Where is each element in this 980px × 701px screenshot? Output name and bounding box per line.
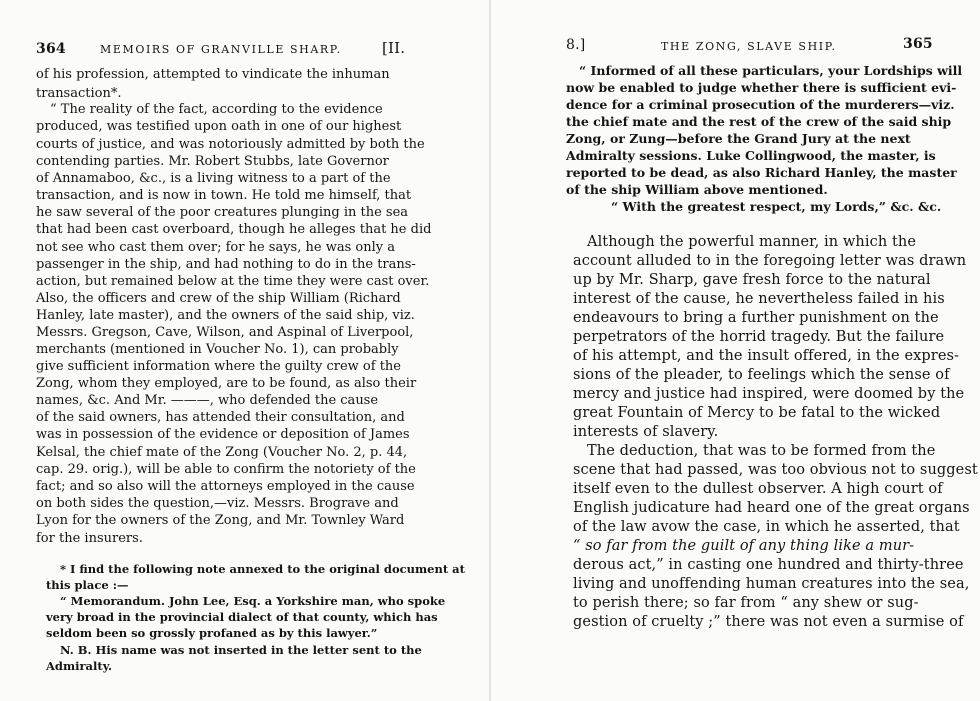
body-line: fact; and so also will the attorneys employed in the cause bbox=[36, 479, 415, 494]
body-line: for the insurers. bbox=[36, 531, 143, 546]
letter-line: now be enabled to judge whether there is sufficient evi- bbox=[566, 80, 957, 95]
body-line: perpetrators of the horrid tragedy. But the failure bbox=[573, 329, 945, 345]
body-line: action, but remained below at the time they were cast over. bbox=[36, 274, 430, 289]
body-line: of his profession, attempted to vindicate the inhuman bbox=[36, 67, 390, 82]
right-page bbox=[491, 0, 980, 701]
running-title: MEMOIRS OF GRANVILLE SHARP. bbox=[100, 43, 342, 56]
body-line: interests of slavery. bbox=[573, 424, 719, 440]
body-line: that had been cast overboard, though he alleges that he did bbox=[36, 222, 432, 237]
footnote-line: “ Memorandum. John Lee, Esq. a Yorkshire man, who spoke bbox=[60, 594, 446, 608]
body-line: to perish there; so far from “ any shew or sug- bbox=[573, 595, 919, 611]
body-line: he saw several of the poor creatures plunging in the sea bbox=[36, 205, 409, 220]
footnote-line: seldom been so grossly profaned as by this lawyer.” bbox=[46, 626, 378, 640]
letter-line: Zong, or Zung—before the Grand Jury at the next bbox=[566, 131, 911, 146]
body-line: sions of the pleader, to feelings which the sense of bbox=[573, 367, 950, 383]
body-line: passenger in the ship, and had nothing to do in the trans- bbox=[36, 257, 416, 272]
letter-line: reported to be dead, as also Richard Hanley, the master bbox=[566, 165, 957, 180]
body-line: Lyon for the owners of the Zong, and Mr. Townley Ward bbox=[36, 513, 405, 528]
body-line: itself even to the dullest observer. A high court of bbox=[573, 481, 943, 497]
body-line: “ so far from the guilt of any thing like a mur- bbox=[573, 538, 915, 554]
body-line: transaction*. bbox=[36, 86, 122, 101]
letter-closing: “ With the greatest respect, my Lords,” &c. &c. bbox=[611, 199, 942, 214]
letter-line: dence for a criminal prosecution of the murderers—viz. bbox=[566, 97, 955, 112]
body-line: English judicature had heard one of the great organs bbox=[573, 500, 970, 516]
letter-line: “ Informed of all these particulars, your Lordships will bbox=[579, 63, 963, 78]
body-line: of Annamaboo, &c., is a living witness to a part of the bbox=[36, 171, 391, 186]
letter-line: of the ship William above mentioned. bbox=[566, 182, 828, 197]
body-line: of the law avow the case, in which he asserted, that bbox=[573, 519, 960, 535]
body-line: great Fountain of Mercy to be fatal to the wicked bbox=[573, 405, 941, 421]
body-line: cap. 29. orig.), will be able to confirm the notoriety of the bbox=[36, 462, 416, 477]
body-line: Also, the officers and crew of the ship William (Richard bbox=[36, 291, 401, 306]
body-line: of his attempt, and the insult offered, in the expres- bbox=[573, 348, 960, 364]
body-line: on both sides the question,—viz. Messrs. Brograve and bbox=[36, 496, 399, 511]
body-line: Hanley, late master), and the owners of the said ship, viz. bbox=[36, 308, 415, 323]
body-line: gestion of cruelty ;” there was not even a surmise of bbox=[573, 614, 964, 630]
page-number: 364 bbox=[36, 41, 66, 57]
body-line: give sufficient information where the guilty crew of the bbox=[36, 359, 401, 374]
body-line: derous act,” in casting one hundred and thirty-three bbox=[573, 557, 964, 573]
letter-line: the chief mate and the rest of the crew of the said ship bbox=[566, 114, 952, 129]
body-line: “ The reality of the fact, according to the evidence bbox=[50, 102, 383, 117]
body-line: mercy and justice had inspired, were doomed by the bbox=[573, 386, 965, 402]
body-line: names, &c. And Mr. ———, who defended the cause bbox=[36, 393, 379, 408]
body-line: not see who cast them over; for he says, he was only a bbox=[36, 240, 395, 255]
footnote-line: * I find the following note annexed to the original document at bbox=[60, 562, 465, 576]
body-line: transaction, and is now in town. He told me himself, that bbox=[36, 188, 412, 203]
footnote-line: N. B. His name was not inserted in the letter sent to the bbox=[60, 643, 422, 657]
body-line: Zong, whom they employed, are to be found, as also their bbox=[36, 376, 417, 391]
body-line: living and unoffending human creatures into the sea, bbox=[573, 576, 970, 592]
body-line: interest of the cause, he nevertheless failed in his bbox=[573, 291, 945, 307]
body-line: of the said owners, has attended their consultation, and bbox=[36, 410, 405, 425]
left-page bbox=[0, 0, 489, 701]
page-number: 365 bbox=[903, 36, 933, 52]
letter-line: Admiralty sessions. Luke Collingwood, the master, is bbox=[566, 148, 936, 163]
chapter-marker: [II. bbox=[382, 39, 406, 57]
chapter-marker: 8.] bbox=[566, 37, 586, 53]
body-line: courts of justice, and was notoriously admitted by both the bbox=[36, 137, 425, 152]
body-line: was in possession of the evidence or deposition of James bbox=[36, 427, 410, 442]
body-line: endeavours to bring a further punishment on the bbox=[573, 310, 939, 326]
footnote-line: this place :— bbox=[46, 578, 129, 592]
body-line: Messrs. Gregson, Cave, Wilson, and Aspinal of Liverpool, bbox=[36, 325, 414, 340]
footnote-line: Admiralty. bbox=[46, 659, 113, 673]
body-line: The deduction, that was to be formed from the bbox=[587, 443, 936, 459]
footnote-line: very broad in the provincial dialect of that county, which has bbox=[46, 610, 438, 624]
body-line: Although the powerful manner, in which the bbox=[587, 234, 917, 250]
body-line: produced, was testified upon oath in one of our highest bbox=[36, 119, 402, 134]
body-line: Kelsal, the chief mate of the Zong (Voucher No. 2, p. 44, bbox=[36, 445, 408, 460]
body-line: contending parties. Mr. Robert Stubbs, late Governor bbox=[36, 154, 389, 169]
body-line: scene that had passed, was too obvious not to suggest bbox=[573, 462, 978, 478]
body-line: merchants (mentioned in Voucher No. 1), can probably bbox=[36, 342, 399, 357]
body-line: account alluded to in the foregoing letter was drawn bbox=[573, 253, 967, 269]
body-line: up by Mr. Sharp, gave fresh force to the natural bbox=[573, 272, 931, 288]
running-title: THE ZONG, SLAVE SHIP. bbox=[661, 40, 837, 53]
